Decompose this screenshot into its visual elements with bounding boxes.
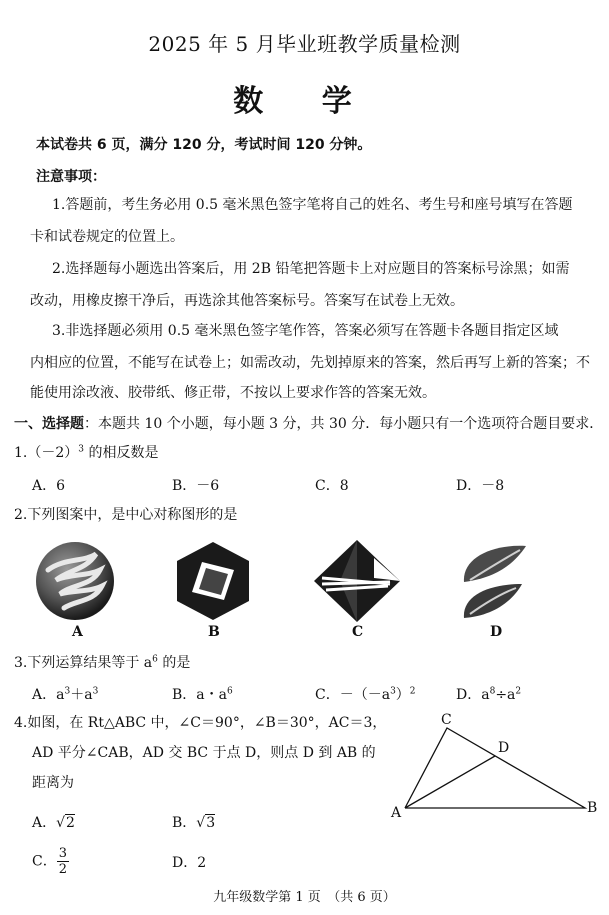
- figure-d-label: D: [490, 624, 503, 640]
- section-1-label: 一、选择题: [14, 416, 84, 432]
- q4-label-a: A: [391, 805, 402, 821]
- q1-option-c: C．8: [315, 478, 349, 494]
- note-2-line-2: 改动，用橡皮擦干净后，再选涂其他答案标号。答案写在试卷上无效。: [30, 293, 464, 309]
- q3-option-d: D．$a^8\div a^2$: [456, 686, 522, 703]
- exam-title: 2025 年 5 月毕业班教学质量检测: [148, 32, 461, 56]
- q4-label-b: B: [587, 800, 598, 816]
- q4-label-c: C: [441, 712, 452, 728]
- q4-triangle-figure: [385, 712, 600, 822]
- q4-option-c: C． $\frac{3}{2}$: [32, 846, 67, 877]
- question-1-stem: [14, 444, 158, 462]
- q3-option-b: B．a・$a^6$: [172, 686, 233, 703]
- q3-suffix: 的是: [157, 655, 191, 671]
- question-3-stem: [14, 654, 190, 672]
- figure-a-sphere-pattern: [34, 540, 116, 622]
- note-3-line-2: 内相应的位置，不能写在试卷上；如需改动，先划掉原来的答案，然后再写上新的答案；不: [30, 355, 590, 371]
- notes-heading: 注意事项：: [36, 169, 106, 185]
- q1-prefix: 1.（－2）: [14, 445, 79, 461]
- q4-option-d: D．2: [172, 855, 207, 871]
- figure-b-hexagon-pattern: [172, 540, 254, 622]
- q3-option-a: A．$a^3+a^3$: [32, 686, 99, 703]
- figure-c-diamond-pattern: [312, 538, 402, 624]
- note-3-line-3: 能使用涂改液、胶带纸、修正带，不按以上要求作答的答案无效。: [30, 385, 436, 401]
- note-1-line-2: 卡和试卷规定的位置上。: [30, 229, 184, 245]
- note-2-line-1: 2.选择题每小题选出答案后，用 2B 铅笔把答题卡上对应题目的答案标号涂黑；如需: [52, 261, 570, 277]
- q4-option-b: B．√3: [172, 815, 216, 831]
- q1-option-d: D．－8: [456, 478, 505, 494]
- q3-option-c: C．$-(-a^3)^2$: [315, 686, 416, 703]
- section-1-heading: [14, 415, 603, 433]
- question-4-line-2: AD 平分∠CAB，AD 交 BC 于点 D，则点 D 到 AB 的: [32, 745, 376, 761]
- q4-option-a: A．√2: [32, 815, 75, 831]
- q4-label-d: D: [498, 740, 510, 756]
- q1-option-a: A．6: [32, 478, 66, 494]
- figure-d-leaf-pattern: [452, 540, 538, 624]
- q3-prefix: 3.下列运算结果等于 a: [14, 655, 153, 671]
- section-1-instructions: ：本题共 10 个小题，每小题 3 分，共 30 分．每小题只有一个选项符合题目要求．: [84, 416, 604, 432]
- note-3-line-1: 3.非选择题必须用 0.5 毫米黑色签字笔作答，答案必须写在答题卡各题目指定区域: [52, 323, 559, 339]
- question-2-stem: 2.下列图案中，是中心对称图形的是: [14, 507, 238, 523]
- note-1-line-1: 1.答题前，考生务必用 0.5 毫米黑色签字笔将自己的姓名、考生号和座号填写在答题: [52, 197, 573, 213]
- q3-exponent: 6: [152, 654, 158, 665]
- question-4-line-1: 4.如图，在 Rt△ABC 中，∠C＝90°，∠B＝30°，AC＝3，: [14, 715, 387, 731]
- question-4-line-3: 距离为: [32, 775, 74, 791]
- figure-b-label: B: [208, 624, 220, 640]
- figure-a-label: A: [72, 624, 83, 640]
- paper-info: 本试卷共 6 页，满分 120 分，考试时间 120 分钟。: [36, 137, 372, 153]
- q1-suffix: 的相反数是: [84, 445, 159, 461]
- page-footer: 九年级数学第 1 页 （共 6 页）: [213, 890, 396, 905]
- figure-c-label: C: [352, 624, 364, 640]
- q1-exponent: 3: [78, 444, 84, 455]
- subject-title: 数 学: [233, 84, 376, 119]
- q1-option-b: B．－6: [172, 478, 220, 494]
